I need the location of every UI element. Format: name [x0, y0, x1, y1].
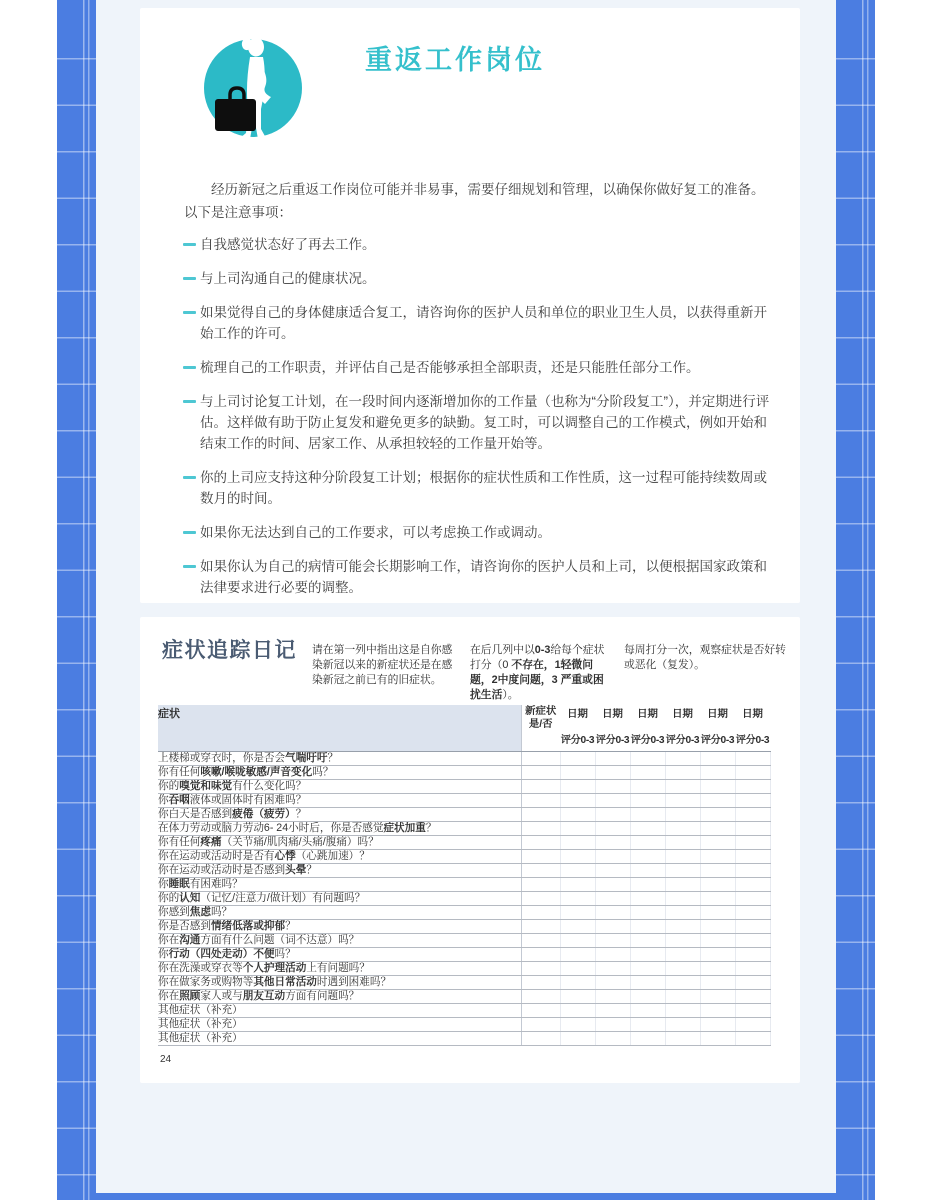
score-entry-cell	[735, 821, 770, 835]
bullet-item	[183, 391, 775, 454]
score-entry-cell	[595, 1003, 630, 1017]
score-entry-cell	[595, 961, 630, 975]
return-to-work-card	[140, 8, 800, 603]
score-entry-cell	[700, 821, 735, 835]
score-entry-cell	[665, 877, 700, 891]
symptom-row	[158, 919, 770, 933]
page-number: 24	[160, 1054, 172, 1065]
score-entry-cell	[700, 1031, 735, 1045]
score-entry-cell	[560, 835, 595, 849]
score-column-header: 评分0-3	[700, 731, 735, 751]
score-entry-cell	[665, 1031, 700, 1045]
score-entry-cell	[595, 793, 630, 807]
score-entry-cell	[700, 933, 735, 947]
score-entry-cell	[630, 765, 665, 779]
score-entry-cell	[735, 779, 770, 793]
score-entry-cell	[595, 849, 630, 863]
score-entry-cell	[735, 905, 770, 919]
score-entry-cell	[665, 849, 700, 863]
score-entry-cell	[665, 947, 700, 961]
symptom-row	[158, 975, 770, 989]
symptom-diary-title: 症状追踪日记	[162, 639, 297, 662]
symptom-question-cell: 你在运动或活动时是否感到头晕？	[158, 863, 521, 877]
score-entry-cell	[560, 1017, 595, 1031]
symptom-question-cell: 你的嗅觉和味觉有什么变化吗？	[158, 779, 521, 793]
score-entry-cell	[700, 1017, 735, 1031]
score-entry-cell	[595, 779, 630, 793]
intro-paragraph: 经历新冠之后重返工作岗位可能并非易事，需要仔细规划和管理，以确保你做好复工的准备。以下是注意事项：	[184, 182, 765, 220]
symptom-row	[158, 835, 770, 849]
score-entry-cell	[700, 835, 735, 849]
symptom-row	[158, 1031, 770, 1045]
score-entry-cell	[630, 919, 665, 933]
bullet-dash-icon	[183, 243, 196, 246]
score-entry-cell	[630, 849, 665, 863]
score-entry-cell	[560, 1031, 595, 1045]
score-entry-cell	[560, 821, 595, 835]
date-column-header: 日期	[672, 709, 693, 720]
symptom-question-cell: 你在沟通方面有什么问题（词不达意）吗？	[158, 933, 521, 947]
new-symptom-entry-cell	[521, 989, 560, 1003]
score-entry-cell	[595, 947, 630, 961]
score-entry-cell	[735, 961, 770, 975]
new-symptom-entry-cell	[521, 905, 560, 919]
score-entry-cell	[560, 975, 595, 989]
score-entry-cell	[700, 961, 735, 975]
score-entry-cell	[700, 877, 735, 891]
date-column-header: 日期	[742, 709, 763, 720]
score-entry-cell	[665, 919, 700, 933]
score-entry-cell	[595, 989, 630, 1003]
bullet-dash-icon	[183, 565, 196, 568]
score-entry-cell	[735, 751, 770, 765]
score-entry-cell	[735, 877, 770, 891]
diary-instructions	[312, 643, 786, 703]
score-entry-cell	[560, 961, 595, 975]
new-symptom-entry-cell	[521, 863, 560, 877]
score-entry-cell	[700, 779, 735, 793]
symptom-question-cell: 你的认知（记忆/注意力/做计划）有问题吗？	[158, 891, 521, 905]
symptom-question-cell: 你在照顾家人或与朋友互动方面有问题吗？	[158, 989, 521, 1003]
symptom-row	[158, 933, 770, 947]
score-entry-cell	[735, 1003, 770, 1017]
symptom-question-cell: 你在运动或活动时是否有心悸（心跳加速）？	[158, 849, 521, 863]
symptom-row	[158, 751, 770, 765]
score-entry-cell	[735, 1031, 770, 1045]
score-entry-cell	[665, 793, 700, 807]
score-entry-cell	[630, 863, 665, 877]
symptom-row	[158, 905, 770, 919]
score-entry-cell	[560, 891, 595, 905]
new-symptom-entry-cell	[521, 1031, 560, 1045]
right-border-grid-strip	[836, 0, 875, 1200]
bullet-dash-icon	[183, 531, 196, 534]
instruction-column-2: 在后几列中以0-3给每个症状打分（0 不存在，1轻微问题，2中度问题，3 严重或困扰生活）。	[470, 644, 605, 701]
score-entry-cell	[595, 891, 630, 905]
score-entry-cell	[665, 821, 700, 835]
score-entry-cell	[700, 807, 735, 821]
score-entry-cell	[630, 1003, 665, 1017]
score-entry-cell	[630, 947, 665, 961]
new-symptom-entry-cell	[521, 877, 560, 891]
page-title: 重返工作岗位	[365, 45, 545, 75]
score-entry-cell	[665, 891, 700, 905]
date-column-header: 日期	[637, 709, 658, 720]
score-entry-cell	[630, 821, 665, 835]
score-entry-cell	[560, 779, 595, 793]
bullet-dash-icon	[183, 476, 196, 479]
score-entry-cell	[665, 779, 700, 793]
new-symptom-entry-cell	[521, 891, 560, 905]
score-entry-cell	[560, 807, 595, 821]
score-entry-cell	[630, 877, 665, 891]
score-entry-cell	[665, 765, 700, 779]
score-entry-cell	[630, 835, 665, 849]
new-symptom-column-header: 新症状 是/否	[521, 705, 560, 751]
symptom-question-cell: 在体力劳动或脑力劳动6- 24小时后，你是否感觉症状加重？	[158, 821, 521, 835]
score-entry-cell	[735, 863, 770, 877]
score-entry-cell	[735, 849, 770, 863]
score-entry-cell	[665, 905, 700, 919]
bullet-item	[183, 234, 775, 255]
symptom-question-cell: 你睡眠有困难吗？	[158, 877, 521, 891]
symptom-question-cell: 其他症状（补充）	[158, 1017, 521, 1031]
score-entry-cell	[665, 933, 700, 947]
score-entry-cell	[560, 919, 595, 933]
symptom-question-cell: 你在做家务或购物等其他日常活动时遇到困难吗？	[158, 975, 521, 989]
score-entry-cell	[595, 821, 630, 835]
new-symptom-entry-cell	[521, 821, 560, 835]
score-entry-cell	[700, 947, 735, 961]
symptom-table-header	[158, 705, 770, 751]
score-entry-cell	[630, 793, 665, 807]
new-symptom-entry-cell	[521, 933, 560, 947]
symptom-question-cell: 你行动（四处走动）不便吗？	[158, 947, 521, 961]
score-entry-cell	[595, 905, 630, 919]
score-entry-cell	[560, 905, 595, 919]
bottom-border-bar	[96, 1193, 836, 1200]
score-entry-cell	[630, 779, 665, 793]
score-entry-cell	[595, 863, 630, 877]
bullet-item	[183, 522, 775, 543]
new-symptom-entry-cell	[521, 807, 560, 821]
worker-with-briefcase-icon	[203, 33, 303, 151]
bullet-list	[183, 234, 775, 611]
symptom-row	[158, 961, 770, 975]
left-border-grid-strip	[57, 0, 96, 1200]
score-entry-cell	[595, 751, 630, 765]
score-entry-cell	[665, 1017, 700, 1031]
bullet-text: 如果你认为自己的病情可能会长期影响工作，请咨询你的医护人员和上司，以便根据国家政策和法律要求进行必要的调整。	[200, 559, 767, 595]
score-entry-cell	[630, 975, 665, 989]
new-symptom-entry-cell	[521, 765, 560, 779]
score-entry-cell	[630, 989, 665, 1003]
symptom-question-cell: 你在洗澡或穿衣等个人护理活动上有问题吗？	[158, 961, 521, 975]
score-entry-cell	[665, 835, 700, 849]
new-symptom-entry-cell	[521, 793, 560, 807]
score-entry-cell	[560, 989, 595, 1003]
score-entry-cell	[595, 919, 630, 933]
score-entry-cell	[700, 793, 735, 807]
symptom-question-cell: 其他症状（补充）	[158, 1031, 521, 1045]
bullet-item	[183, 357, 775, 378]
new-symptom-entry-cell	[521, 975, 560, 989]
score-entry-cell	[700, 751, 735, 765]
score-column-header: 评分0-3	[665, 731, 700, 751]
new-symptom-entry-cell	[521, 835, 560, 849]
symptom-question-cell: 你吞咽液体或固体时有困难吗？	[158, 793, 521, 807]
date-column-header: 日期	[602, 709, 623, 720]
score-entry-cell	[630, 905, 665, 919]
bullet-text: 如果你无法达到自己的工作要求，可以考虑换工作或调动。	[200, 525, 551, 540]
score-entry-cell	[700, 863, 735, 877]
new-symptom-entry-cell	[521, 919, 560, 933]
score-entry-cell	[595, 1031, 630, 1045]
new-symptom-entry-cell	[521, 947, 560, 961]
score-column-header: 评分0-3	[560, 731, 595, 751]
bullet-dash-icon	[183, 366, 196, 369]
score-entry-cell	[560, 1003, 595, 1017]
new-symptom-entry-cell	[521, 849, 560, 863]
score-entry-cell	[735, 807, 770, 821]
score-entry-cell	[560, 947, 595, 961]
score-entry-cell	[595, 807, 630, 821]
new-symptom-entry-cell	[521, 751, 560, 765]
score-entry-cell	[735, 989, 770, 1003]
score-entry-cell	[700, 975, 735, 989]
bullet-text: 与上司沟通自己的健康状况。	[200, 271, 376, 286]
score-entry-cell	[700, 919, 735, 933]
score-entry-cell	[665, 975, 700, 989]
symptom-question-cell: 你是否感到情绪低落或抑郁？	[158, 919, 521, 933]
symptom-question-cell: 其他症状（补充）	[158, 1003, 521, 1017]
score-entry-cell	[735, 975, 770, 989]
symptom-column-header: 症状	[158, 705, 521, 751]
symptom-question-cell: 上楼梯或穿衣时，你是否会气喘吁吁？	[158, 751, 521, 765]
bullet-item	[183, 467, 775, 509]
date-column-header: 日期	[707, 709, 728, 720]
score-entry-cell	[560, 933, 595, 947]
score-entry-cell	[595, 1017, 630, 1031]
score-entry-cell	[560, 751, 595, 765]
score-entry-cell	[595, 877, 630, 891]
score-entry-cell	[700, 905, 735, 919]
symptom-diary-card	[140, 617, 800, 1083]
score-entry-cell	[630, 891, 665, 905]
symptom-question-cell: 你有任何咳嗽/喉咙敏感/声音变化吗？	[158, 765, 521, 779]
date-column-header: 日期	[567, 709, 588, 720]
bullet-item	[183, 268, 775, 289]
score-entry-cell	[595, 765, 630, 779]
symptom-row	[158, 793, 770, 807]
new-symptom-entry-cell	[521, 1003, 560, 1017]
score-entry-cell	[595, 933, 630, 947]
score-entry-cell	[630, 1031, 665, 1045]
score-column-header: 评分0-3	[595, 731, 630, 751]
score-column-header: 评分0-3	[735, 731, 770, 751]
score-entry-cell	[665, 751, 700, 765]
bullet-text: 梳理自己的工作职责，并评估自己是否能够承担全部职责，还是只能胜任部分工作。	[200, 360, 700, 375]
symptom-question-cell: 你感到焦虑吗？	[158, 905, 521, 919]
bullet-text: 你的上司应支持这种分阶段复工计划；根据你的症状性质和工作性质，这一过程可能持续数周或数月的时间。	[200, 470, 767, 506]
score-entry-cell	[560, 765, 595, 779]
score-entry-cell	[735, 793, 770, 807]
bullet-dash-icon	[183, 311, 196, 314]
score-entry-cell	[735, 835, 770, 849]
score-entry-cell	[665, 1003, 700, 1017]
score-entry-cell	[560, 849, 595, 863]
symptom-row	[158, 891, 770, 905]
symptom-row	[158, 849, 770, 863]
bullet-item	[183, 302, 775, 344]
score-entry-cell	[560, 877, 595, 891]
symptom-question-cell: 你白天是否感到疲倦（疲劳）？	[158, 807, 521, 821]
score-entry-cell	[665, 989, 700, 1003]
new-symptom-entry-cell	[521, 1017, 560, 1031]
symptom-row	[158, 821, 770, 835]
score-entry-cell	[735, 891, 770, 905]
bullet-text: 自我感觉状态好了再去工作。	[200, 237, 376, 252]
score-entry-cell	[735, 919, 770, 933]
score-column-header: 评分0-3	[630, 731, 665, 751]
symptom-row	[158, 807, 770, 821]
instruction-column-3: 每周打分一次，观察症状是否好转或恶化（复发）。	[624, 644, 786, 671]
score-entry-cell	[735, 1017, 770, 1031]
score-entry-cell	[630, 807, 665, 821]
symptom-row	[158, 779, 770, 793]
new-symptom-entry-cell	[521, 961, 560, 975]
score-entry-cell	[700, 765, 735, 779]
score-entry-cell	[700, 1003, 735, 1017]
score-entry-cell	[595, 975, 630, 989]
score-entry-cell	[560, 863, 595, 877]
symptom-row	[158, 765, 770, 779]
symptom-row	[158, 877, 770, 891]
score-entry-cell	[665, 863, 700, 877]
score-entry-cell	[560, 793, 595, 807]
bullet-text: 如果觉得自己的身体健康适合复工，请咨询你的医护人员和单位的职业卫生人员，以获得重新开始工作的许可。	[200, 305, 767, 341]
bullet-dash-icon	[183, 400, 196, 403]
score-entry-cell	[630, 961, 665, 975]
symptom-table-body	[158, 751, 770, 1045]
score-entry-cell	[700, 849, 735, 863]
symptom-row	[158, 1003, 770, 1017]
symptom-row	[158, 863, 770, 877]
symptom-row	[158, 947, 770, 961]
symptom-table	[158, 705, 771, 1046]
score-entry-cell	[735, 947, 770, 961]
score-entry-cell	[700, 989, 735, 1003]
score-entry-cell	[630, 933, 665, 947]
symptom-question-cell: 你有任何疼痛（关节痛/肌肉痛/头痛/腹痛）吗？	[158, 835, 521, 849]
symptom-row	[158, 989, 770, 1003]
score-entry-cell	[735, 933, 770, 947]
score-entry-cell	[665, 807, 700, 821]
bullet-dash-icon	[183, 277, 196, 280]
score-entry-cell	[735, 765, 770, 779]
score-entry-cell	[665, 961, 700, 975]
score-entry-cell	[595, 835, 630, 849]
new-symptom-entry-cell	[521, 779, 560, 793]
bullet-item	[183, 556, 775, 598]
bullet-text: 与上司讨论复工计划，在一段时间内逐渐增加你的工作量（也称为“分阶段复工”），并定期进行评估。这样做有助于防止复发和避免更多的缺勤。复工时，可以调整自己的工作模式，例如开始和结束工作的时间、居家工作、从承担较轻的工作量开始等。	[200, 394, 770, 451]
score-entry-cell	[630, 751, 665, 765]
instruction-column-1: 请在第一列中指出这是自你感染新冠以来的新症状还是在感染新冠之前已有的旧症状。	[312, 644, 453, 686]
symptom-row	[158, 1017, 770, 1031]
score-entry-cell	[630, 1017, 665, 1031]
score-entry-cell	[700, 891, 735, 905]
